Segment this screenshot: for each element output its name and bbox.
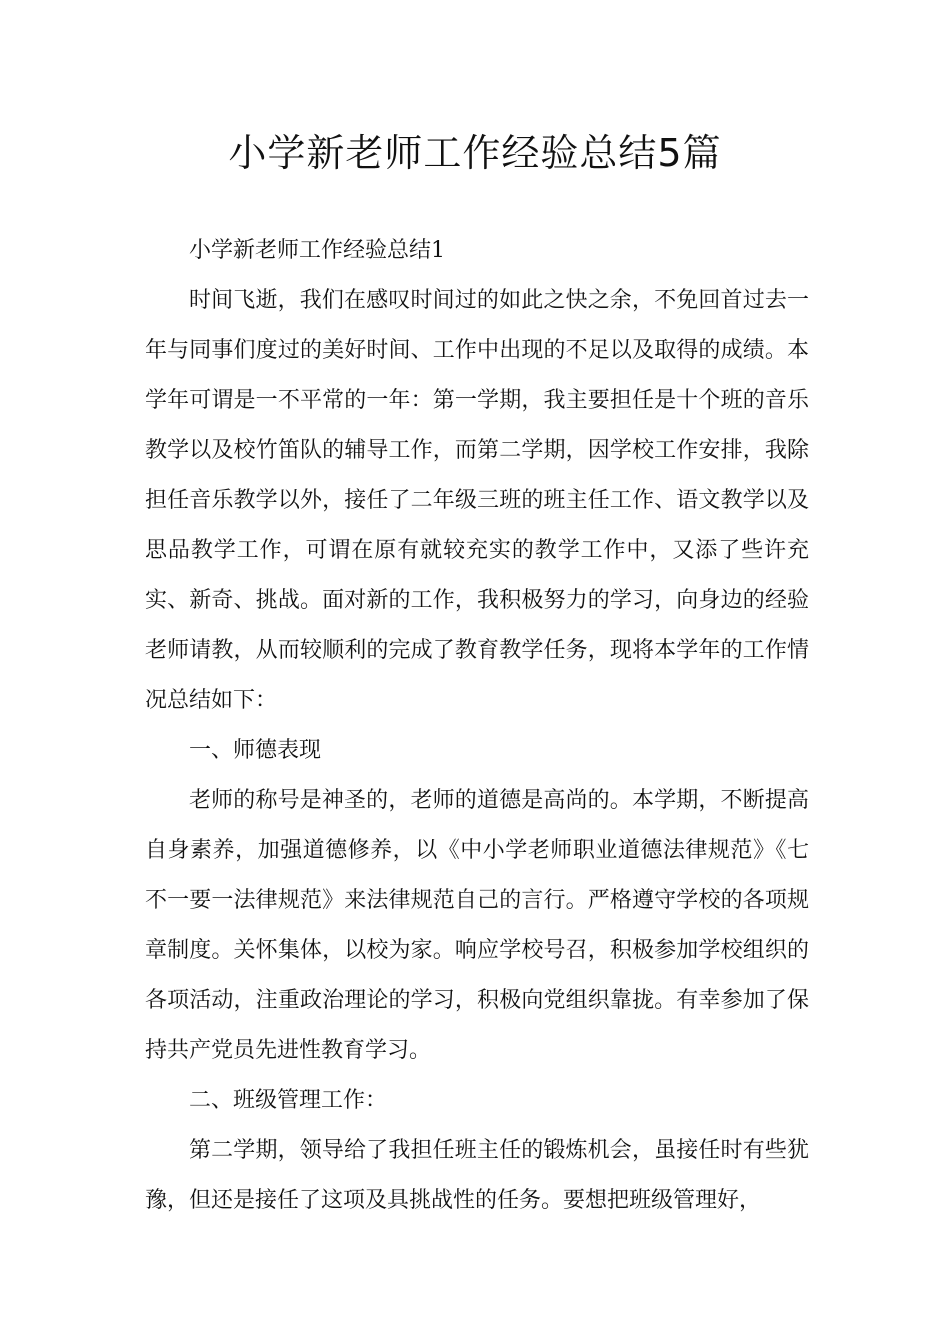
paragraph-ethics: 老师的称号是神圣的，老师的道德是高尚的。本学期，不断提高自身素养，加强道德修养，以《中小学老师职业道德法律规范》《七不一要一法律规范》来法律规范自己的言行。严格遵守学校的各项规章制度。关怀集体，以校为家。响应学校号召，积极参加学校组织的各项活动，注重政治理论的学习，积极向党组织靠拢。有幸参加了保持共产党员先进性教育学习。 [145,788,809,1063]
section-subtitle: 小学新老师工作经验总结1 [189,238,445,263]
document-title: 小学新老师工作经验总结5篇 [228,131,722,175]
paragraph-intro: 时间飞逝，我们在感叹时间过的如此之快之余，不免回首过去一年与同事们度过的美好时间、工作中出现的不足以及取得的成绩。本学年可谓是一不平常的一年：第一学期，我主要担任是十个班的音乐教学以及校竹笛队的辅导工作，而第二学期，因学校工作安排，我除担任音乐教学以外，接任了二年级三班的班主任工作、语文教学以及思品教学工作，可谓在原有就较充实的教学工作中，又添了些许充实、新奇、挑战。面对新的工作，我积极努力的学习，向身边的经验老师请教，从而较顺利的完成了教育教学任务，现将本学年的工作情况总结如下： [145,288,809,713]
heading-ethics: 一、师德表现 [189,738,322,763]
document-body [145,226,809,1226]
heading-class-management: 二、班级管理工作： [189,1088,388,1113]
paragraph-class-management: 第二学期，领导给了我担任班主任的锻炼机会，虽接任时有些犹豫，但还是接任了这项及具挑战性的任务。要想把班级管理好， [145,1138,809,1213]
